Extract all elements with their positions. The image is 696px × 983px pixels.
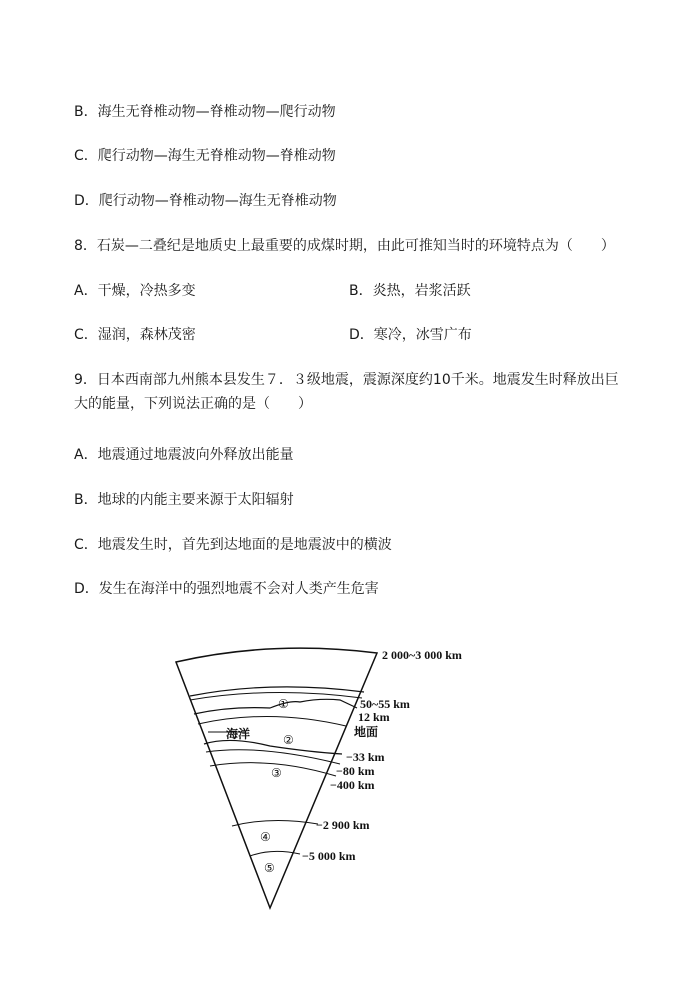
q8-option-c: C．湿润，森林茂密 (74, 327, 196, 343)
earth-structure-diagram (160, 636, 520, 916)
layer-5-label: ⑤ (264, 861, 275, 875)
moho-upper (198, 716, 346, 726)
layer-1-label: ① (278, 697, 289, 711)
q8-option-b: B．炎热，岩浆活跃 (349, 283, 471, 299)
label-12km: 12 km (358, 710, 390, 724)
boundary-50km (190, 687, 364, 696)
layer-2-label: ② (283, 733, 294, 747)
q7-option-d: D．爬行动物—脊椎动物—海生无脊椎动物 (74, 193, 337, 209)
ground-line (194, 699, 357, 714)
label-5000km: −5 000 km (302, 849, 356, 863)
q8-option-d: D．寒冷，冰雪广布 (349, 327, 472, 343)
label-80km: −80 km (336, 764, 375, 778)
q8-stem: 8．石炭—二叠纪是地质史上最重要的成煤时期，由此可推知当时的环境特点为（ ） (74, 238, 615, 254)
q9-option-b: B．地球的内能主要来源于太阳辐射 (74, 492, 294, 508)
boundary-12km (190, 692, 362, 700)
label-2900km: −2 900 km (316, 818, 370, 832)
q7-option-b: B．海生无脊椎动物—脊椎动物—爬行动物 (74, 104, 336, 120)
q7-option-c: C．爬行动物—海生无脊椎动物—脊椎动物 (74, 148, 336, 164)
q9-stem: 9．日本西南部九州熊本县发生７．３级地震，震源深度约10千米。地震发生时释放出巨大的能量，下列说法正确的是（ ） (74, 372, 619, 412)
label-33km: −33 km (346, 750, 385, 764)
layer-4-label: ④ (260, 830, 271, 844)
label-2000-3000km: 2 000~3 000 km (382, 648, 462, 662)
label-400km: −400 km (330, 778, 375, 792)
q8-option-a: A．干燥，冷热多变 (74, 283, 196, 299)
q9-option-d: D．发生在海洋中的强烈地震不会对人类产生危害 (74, 581, 379, 597)
q9-option-c: C．地震发生时，首先到达地面的是地震波中的横波 (74, 537, 392, 553)
label-50-55km: 50~55 km (360, 697, 410, 711)
q9-option-a: A．地震通过地震波向外释放出能量 (74, 447, 294, 463)
layer-3-label: ③ (271, 766, 282, 780)
label-ground: 地面 (354, 725, 379, 739)
ocean-label: 海洋 (226, 727, 251, 741)
